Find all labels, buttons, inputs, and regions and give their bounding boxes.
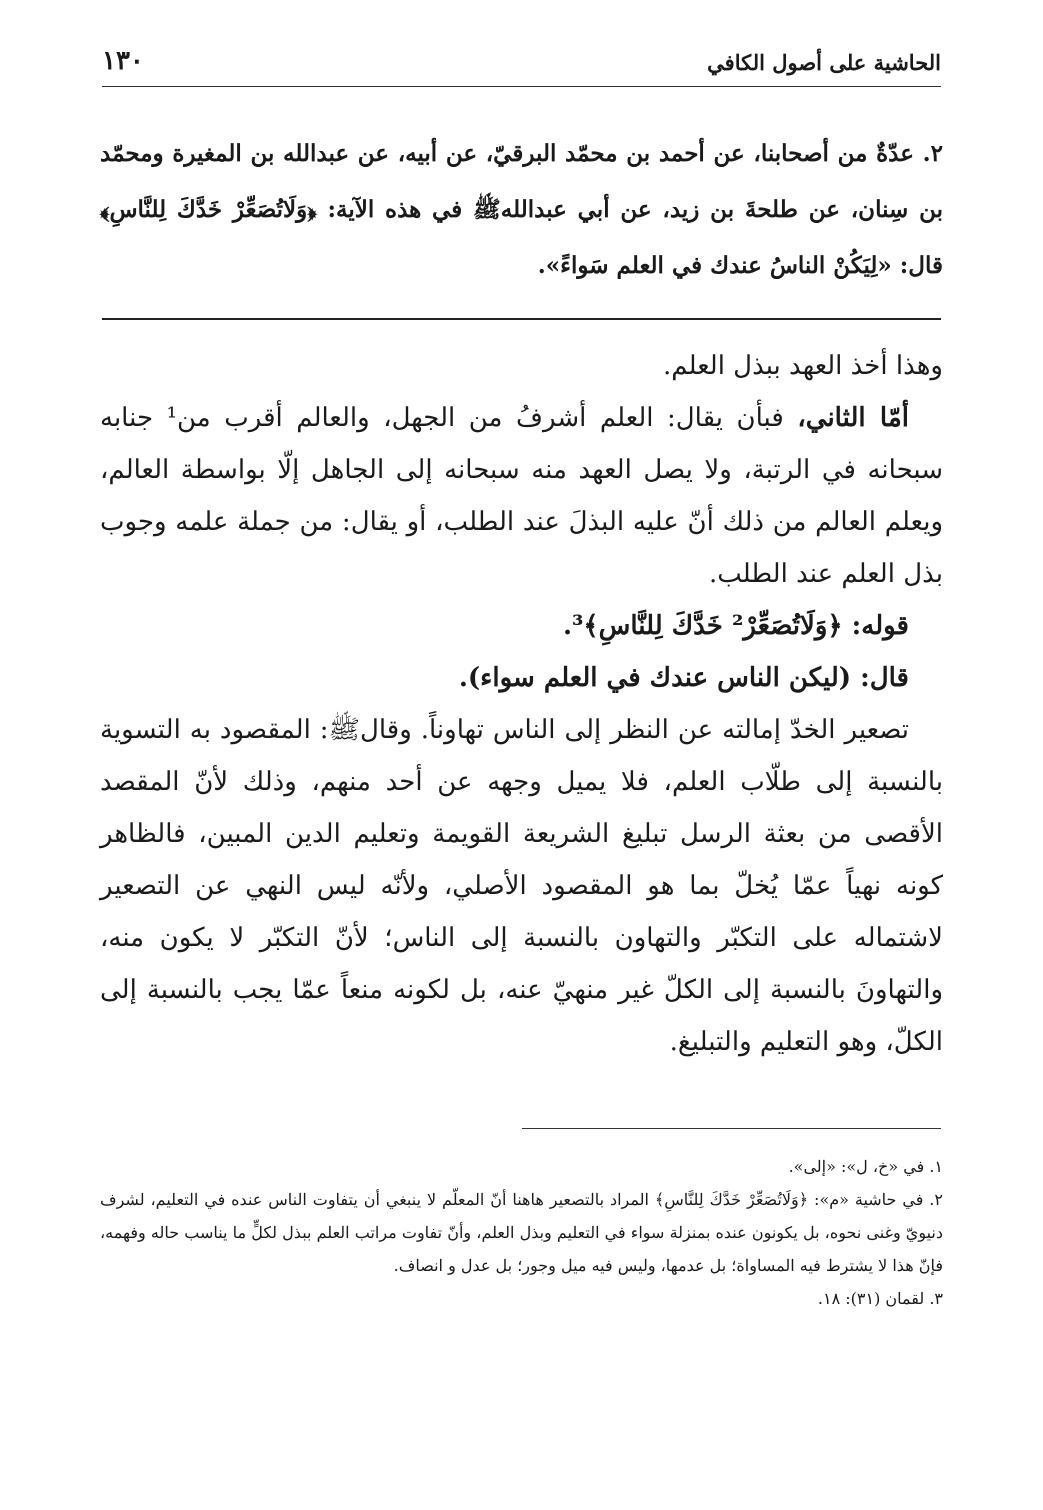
hadith-text: ٢. عدّةٌ من أصحابنا، عن أحمد بن محمّد البرقيّ، عن أبيه، عن عبدالله بن المغيرة ومحمّد بن سِنان، عن طلحةَ بن زيد، عن أبي عبداللهﷺ في هذه الآية: ﴿وَلَاتُصَعِّرْ خَدَّكَ لِلنَّاسِ﴾ قال: «لِيَكُنْ الناسُ عندك في العلم سَواءً». bbox=[100, 140, 943, 279]
section-divider bbox=[102, 318, 941, 320]
commentary bbox=[100, 340, 943, 1068]
header-title: الحاشية على أصول الكافي bbox=[707, 50, 941, 75]
footnote-1: ١. في «خ، ل»: «إلى». bbox=[788, 1157, 943, 1176]
header-rule bbox=[102, 86, 941, 87]
commentary-paragraph-5: تصعير الخدّ إمالته عن النظر إلى الناس تهاوناً. وقالﷺ: المقصود به التسوية بالنسبة إلى طلّاب العلم، فلا يميل وجهه عن أحد منهم، وذلك لأنّ المقصد الأقصى من بعثة الرسل تبليغ الشريعة القويمة وتعليم الدين المبين، فالظاهر كونه نهياً عمّا يُخلّ بما هو المقصود الأصلي، ولأنّه ليس النهي عن التصعير لاشتماله على التكبّر والتهاون بالنسبة إلى الناس؛ لأنّ التكبّر لا يكون منه، والتهاونَ بالنسبة إلى الكلّ غير منهيّ عنه، بل لكونه منعاً عمّا يجب بالنسبة إلى الكلّ، وهو التعليم والتبليغ. bbox=[100, 715, 943, 1057]
running-header bbox=[102, 42, 941, 88]
footnote-3: ٣. لقمان (٣١): ١٨. bbox=[817, 1289, 943, 1308]
section-heading: أمّا الثاني، bbox=[797, 403, 909, 433]
quote-verse: قوله: ﴿وَلَاتُصَعِّرْ² خَدَّكَ لِلنَّاسِ﴾³. bbox=[562, 611, 909, 641]
footnote-rule bbox=[522, 1128, 941, 1129]
commentary-paragraph-2 bbox=[100, 392, 943, 600]
quote-hadith: قال: (ليكن الناس عندك في العلم سواء). bbox=[458, 663, 909, 693]
page-number: ١٣٠ bbox=[102, 46, 144, 76]
commentary-paragraph-1: وهذا أخذ العهد ببذل العلم. bbox=[663, 351, 943, 381]
footnotes bbox=[100, 1150, 943, 1315]
footnote-2: ٢. في حاشية «م»: ﴿وَلَاتُصَعِّرْ خَدَّكَ لِلنَّاسِ﴾ المراد بالتصعير هاهنا أنّ المعلّم لا ينبغي أن يتفاوت الناس عنده في التعليم، لشرف دنيويّ وغنى نحوه، بل يكونون عنده بمنزلة سواء في التعليم وبذل العلم، وأنّ تفاوت مراتب العلم ببذل لكلٍّ ما يناسب حاله وفهمه، فإنّ هذا لا يشترط فيه المساواة؛ بل عدمها، وليس فيه ميل وجور؛ بل عدل و انصاف. bbox=[100, 1190, 943, 1275]
commentary-paragraph-2-text: فبأن يقال: العلم أشرفُ من الجهل، والعالم أقرب من¹ جنابه سبحانه في الرتبة، ولا يصل العهد منه سبحانه إلى الجاهل إلّا بواسطة العالم، ويعلم العالم من ذلك أنّ عليه البذلَ عند الطلب، أو يقال: من جملة علمه وجوب بذل العلم عند الطلب. bbox=[100, 403, 943, 589]
